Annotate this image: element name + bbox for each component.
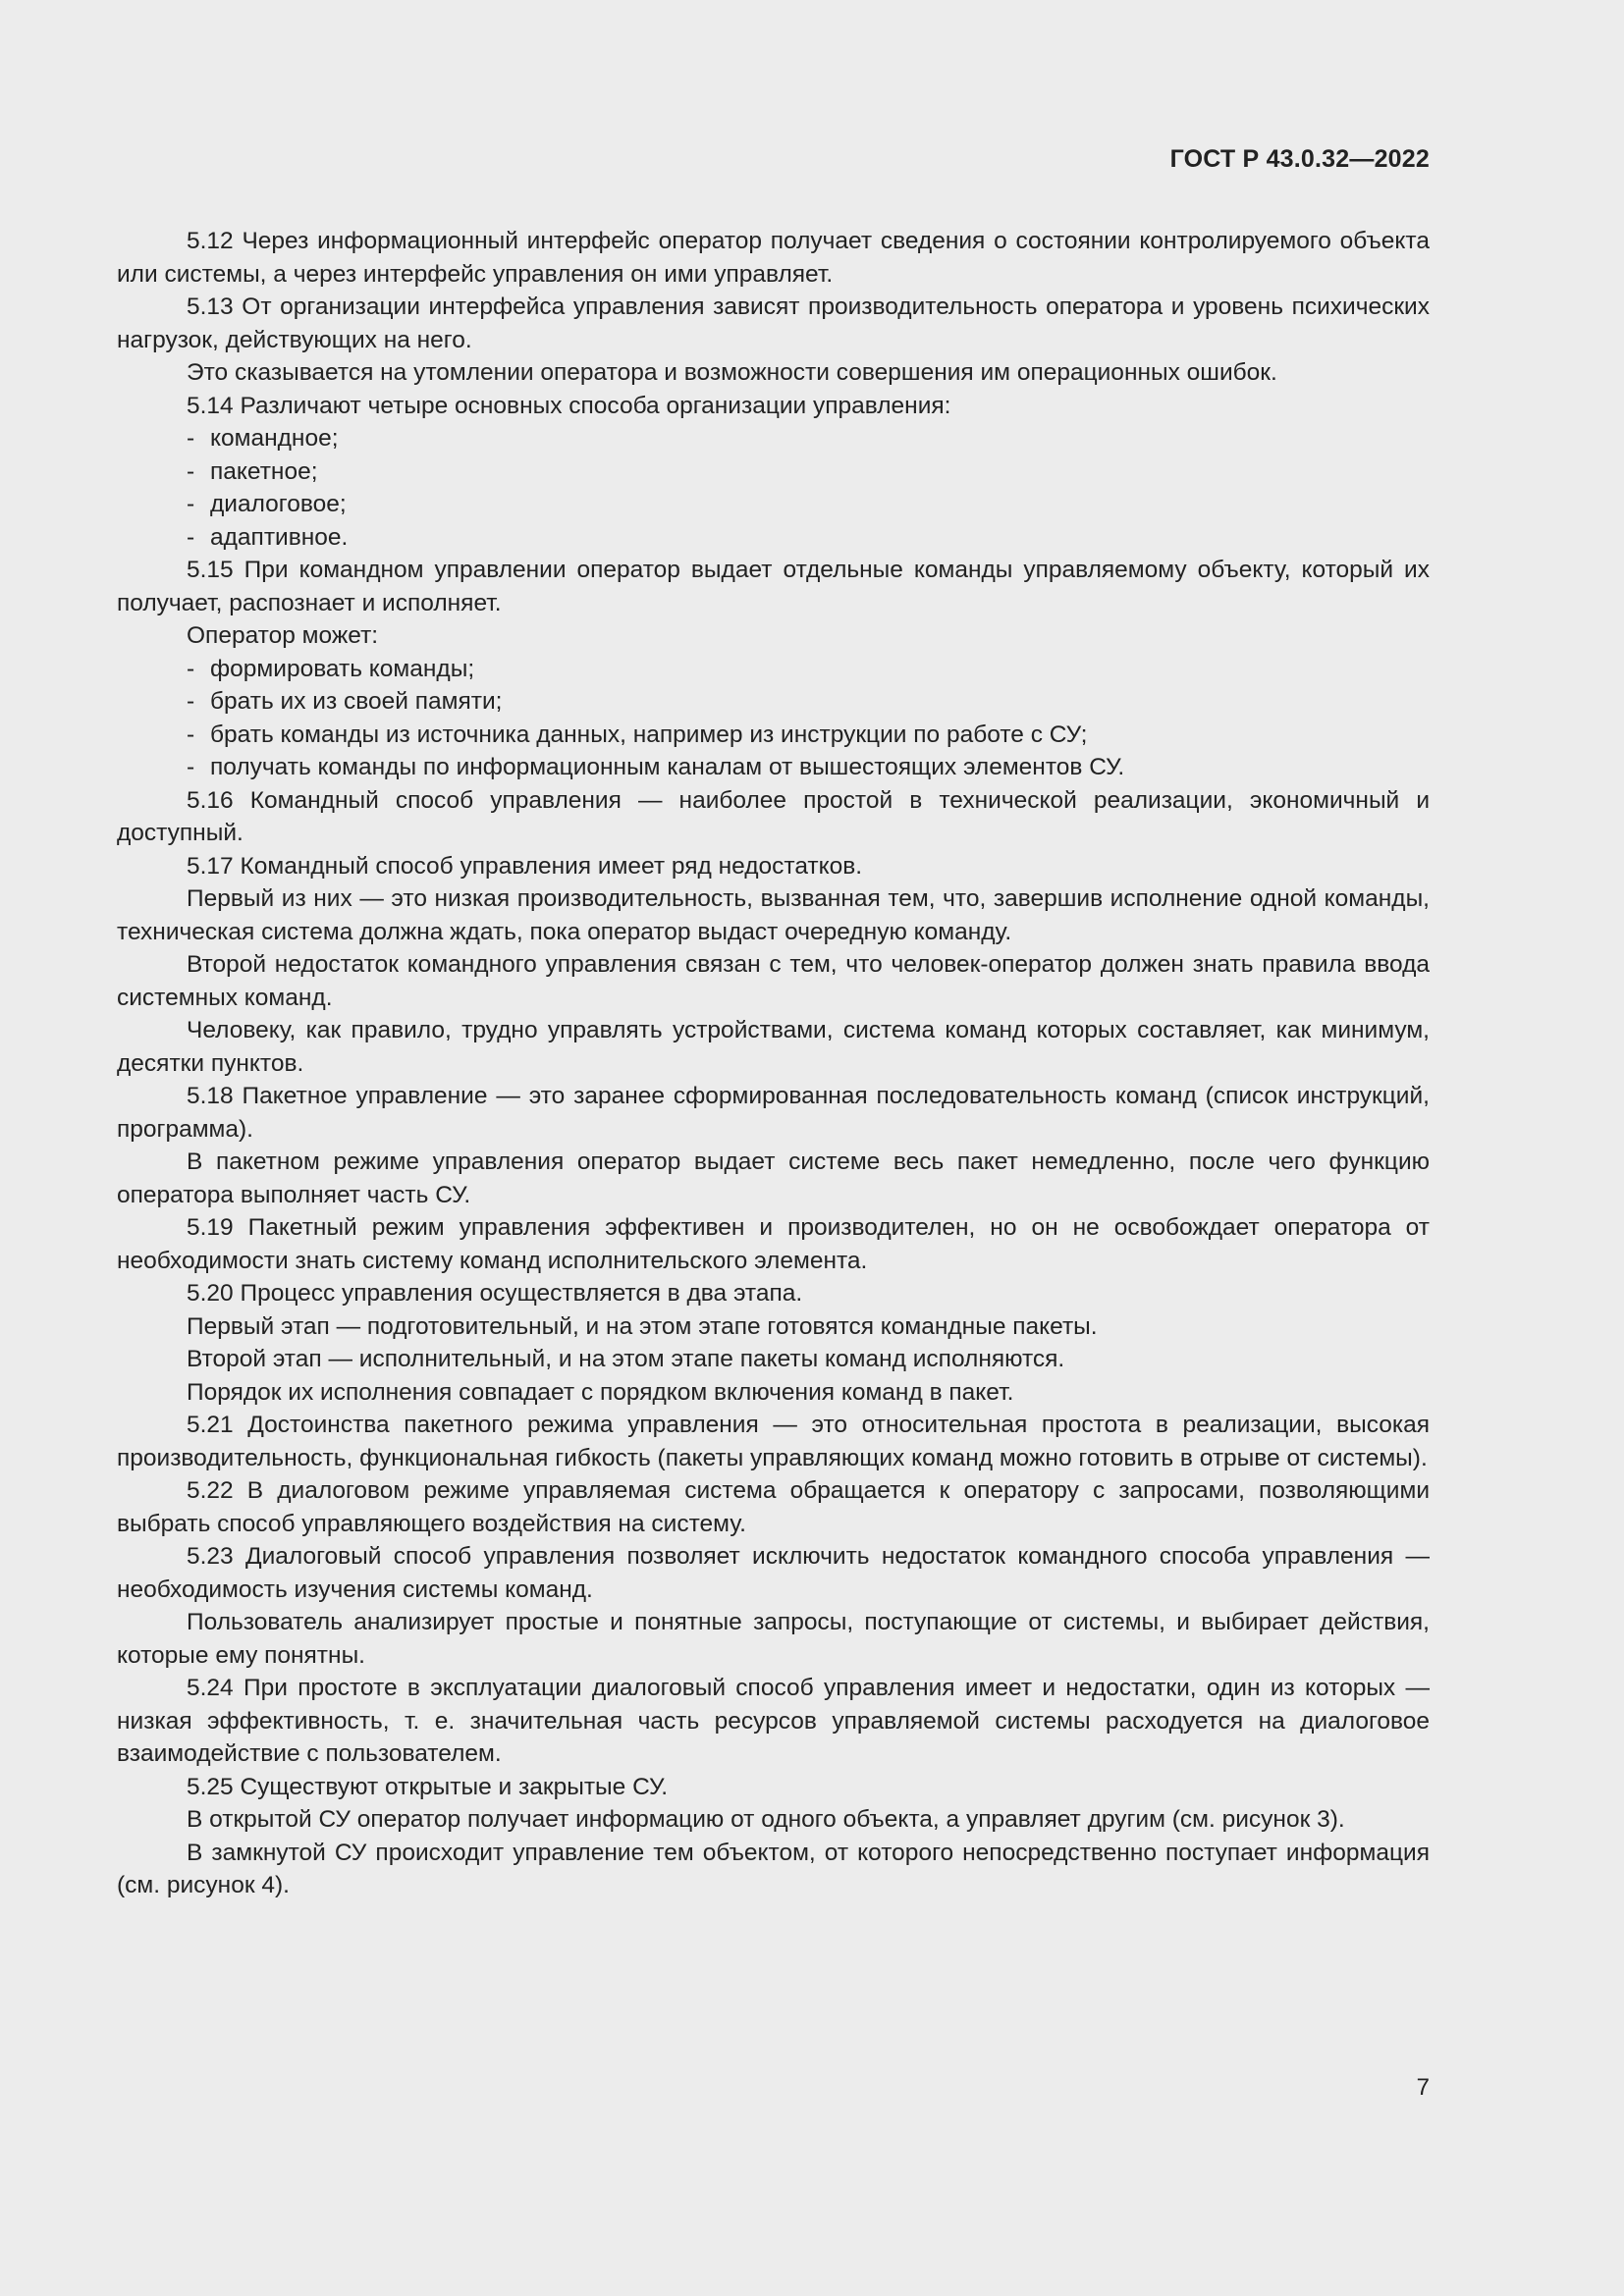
dash-bullet: - [187,655,195,682]
dash-bullet: - [187,491,195,517]
list-item-text: получать команды по информационным каналам от вышестоящих элементов СУ. [210,754,1125,780]
paragraph: 5.14 Различают четыре основных способа организации управления: [187,392,951,419]
paragraph: 5.25 Существуют открытые и закрытые СУ. [187,1773,669,1800]
document-header: ГОСТ Р 43.0.32—2022 [1169,145,1430,173]
dash-bullet: - [187,425,195,452]
paragraph: Первый этап — подготовительный, и на этом этапе готовятся командные пакеты. [187,1312,1098,1340]
paragraph: Второй недостаток командного управления связан с тем, что человек-оператор должен знать правила ввода системных команд. [117,951,1430,1011]
paragraph: Порядок их исполнения совпадает с порядком включения команд в пакет. [187,1378,1014,1406]
paragraph: 5.12 Через информационный интерфейс оператор получает сведения о состоянии контролируемого объекта или системы, а через интерфейс управления он ими управляет. [117,228,1430,288]
document-body [117,225,1430,1902]
list-item [117,521,1430,555]
dash-bullet: - [187,457,195,485]
list-item [117,455,1430,489]
list-item-text: командное; [210,425,339,452]
dash-bullet: - [187,688,195,715]
list-item [117,488,1430,521]
paragraph: Первый из них — это низкая производительность, вызванная тем, что, завершив исполнение одной команды, техническая система должна ждать, пока оператор выдаст очередную команду. [117,885,1430,945]
paragraph: 5.19 Пакетный режим управления эффективен и производителен, но он не освобождает оператора от необходимости знать систему команд исполнительского элемента. [117,1214,1430,1274]
paragraph: 5.23 Диалоговый способ управления позволяет исключить недостаток командного способа управления — необходимость изучения системы команд. [117,1543,1430,1603]
list-item-text: формировать команды; [210,655,475,682]
paragraph: 5.20 Процесс управления осуществляется в два этапа. [187,1280,803,1307]
paragraph: В открытой СУ оператор получает информацию от одного объекта, а управляет другим (см. рисунок 3). [187,1806,1345,1833]
dash-bullet: - [187,523,195,551]
paragraph: Пользователь анализирует простые и понятные запросы, поступающие от системы, и выбирает действия, которые ему понятны. [117,1609,1430,1669]
list-item [117,685,1430,719]
paragraph: 5.13 От организации интерфейса управления зависят производительность оператора и уровень психических нагрузок, действующих на него. [117,294,1430,353]
list-item-text: диалоговое; [210,491,347,517]
list-item-text: брать их из своей памяти; [210,688,503,715]
list-item-text: пакетное; [210,457,318,485]
paragraph: 5.15 При командном управлении оператор выдает отдельные команды управляемому объекту, который их получает, распознает и исполняет. [117,557,1430,616]
paragraph: Это сказывается на утомлении оператора и возможности совершения им операционных ошибок. [187,359,1277,386]
paragraph: Человеку, как правило, трудно управлять устройствами, система команд которых составляет, как минимум, десятки пунктов. [117,1017,1430,1077]
paragraph: 5.22 В диалоговом режиме управляемая система обращается к оператору с запросами, позволяющими выбрать способ управляющего воздействия на систему. [117,1477,1430,1537]
list-item [117,422,1430,455]
paragraph: 5.17 Командный способ управления имеет ряд недостатков. [187,852,863,880]
dash-bullet: - [187,721,195,748]
dash-bullet: - [187,754,195,780]
list-item-text: адаптивное. [210,523,349,551]
paragraph: Оператор может: [187,622,379,649]
list-item-text: брать команды из источника данных, например из инструкции по работе с СУ; [210,721,1088,748]
paragraph: 5.16 Командный способ управления — наиболее простой в технической реализации, экономичный и доступный. [117,786,1430,846]
paragraph: 5.18 Пакетное управление — это заранее сформированная последовательность команд (список инструкций, программа). [117,1083,1430,1143]
paragraph: В замкнутой СУ происходит управление тем объектом, от которого непосредственно поступает информация (см. рисунок 4). [117,1839,1430,1898]
paragraph: Второй этап — исполнительный, и на этом этапе пакеты команд исполняются. [187,1346,1065,1372]
list-item [117,653,1430,686]
paragraph: В пакетном режиме управления оператор выдает системе весь пакет немедленно, после чего функцию оператора выполняет часть СУ. [117,1148,1430,1208]
list-item [117,719,1430,752]
list-item [117,751,1430,784]
paragraph: 5.24 При простоте в эксплуатации диалоговый способ управления имеет и недостатки, один из которых — низкая эффективность, т. е. значительная часть ресурсов управляемой системы расходуется на диалоговое взаимодействие с пользователем. [117,1675,1430,1767]
paragraph: 5.21 Достоинства пакетного режима управления — это относительная простота в реализации, высокая производительность, функциональная гибкость (пакеты управляющих команд можно готовить в отрыве от системы). [117,1412,1430,1471]
page-number: 7 [1416,2074,1430,2101]
